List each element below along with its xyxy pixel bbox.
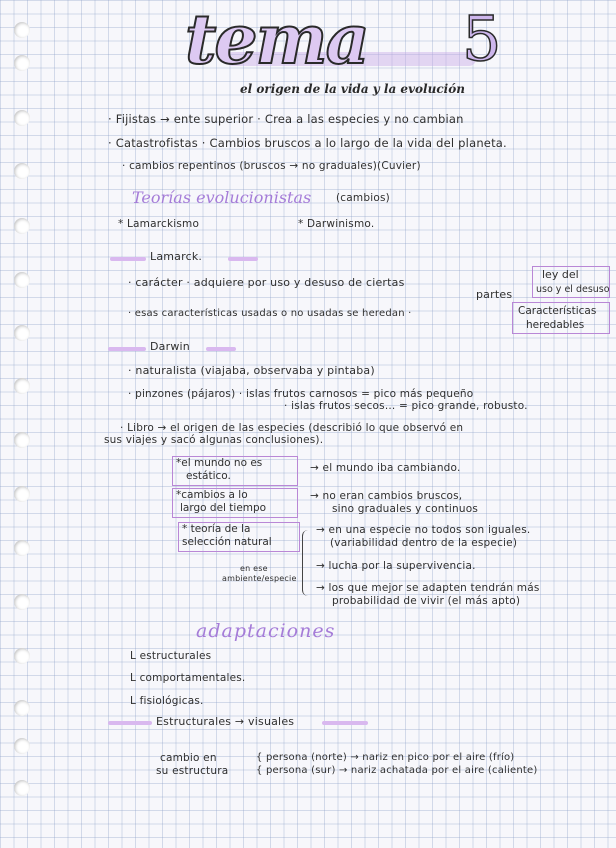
- darwin-heading: Darwin: [150, 340, 190, 353]
- darwin-line-libro: · Libro → el origen de las especies (describió lo que observó en: [120, 422, 464, 434]
- darwin-line-naturalista: · naturalista (viajaba, observaba y pintaba): [128, 364, 375, 377]
- darwin-result-graduales-1: → no eran cambios bruscos,: [310, 490, 463, 502]
- binder-holes: [14, 0, 30, 848]
- structure-label-line1: cambio en: [160, 752, 217, 764]
- lamarck-line-caracter: · carácter · adquiere por uso y desuso de ciertas: [128, 276, 405, 289]
- darwin-box-time-line1: *cambios a lo: [176, 489, 248, 501]
- darwin-box-selection-line1: * teoría de la: [182, 523, 251, 535]
- highlight-bar: [206, 347, 236, 351]
- adaptation-type-estructurales: L estructurales: [130, 650, 212, 662]
- example-north: { persona (norte) → nariz en pico por el aire (frío): [256, 752, 515, 763]
- side-note-line2: ambiente/especie: [222, 574, 297, 583]
- darwin-result-graduales-2: sino graduales y continuos: [332, 503, 479, 515]
- intro-line-catastrofistas: · Catastrofistas · Cambios bruscos a lo largo de la vida del planeta.: [108, 136, 507, 150]
- theories-heading-note: (cambios): [336, 192, 390, 204]
- intro-line-fijistas: · Fijistas → ente superior · Crea a las especies y no cambian: [108, 112, 464, 126]
- selection-point-variabilidad-2: (variabilidad dentro de la especie): [330, 537, 518, 549]
- selection-brace: [302, 530, 311, 596]
- intro-line-cambios: · cambios repentinos (bruscos → no graduales)(Cuvier): [122, 160, 421, 172]
- lamarck-line-partes: partes: [476, 288, 513, 301]
- structural-heading: Estructurales → visuales: [156, 715, 295, 728]
- binder-hole: [14, 55, 30, 71]
- lamarck-heritable-body: heredables: [526, 319, 585, 331]
- selection-point-apto-1: → los que mejor se adapten tendrán más: [316, 582, 540, 594]
- highlight-bar: [322, 721, 368, 725]
- highlight-bar: [110, 257, 146, 261]
- lamarck-law-title: ley del: [542, 268, 579, 281]
- selection-point-variabilidad-1: → en una especie no todos son iguales.: [316, 524, 531, 536]
- binder-hole: [14, 110, 30, 126]
- adaptation-type-comportamentales: L comportamentales.: [130, 672, 246, 684]
- structure-label-line2: su estructura: [156, 765, 229, 777]
- darwin-box-static-line1: *el mundo no es: [176, 457, 263, 469]
- side-note-line1: en ese: [240, 564, 268, 573]
- binder-hole: [14, 780, 30, 796]
- binder-hole: [14, 486, 30, 502]
- theory-darwinismo: * Darwinismo.: [298, 218, 375, 230]
- binder-hole: [14, 594, 30, 610]
- theories-heading: Teorías evolucionistas: [132, 188, 312, 207]
- example-south: { persona (sur) → nariz achatada por el aire (caliente): [256, 765, 538, 776]
- lamarck-line-heredan: · esas características usadas o no usadas se heredan ·: [128, 308, 412, 319]
- darwin-box-static-line2: estático.: [186, 470, 231, 482]
- darwin-box-time-line2: largo del tiempo: [180, 502, 267, 514]
- binder-hole: [14, 738, 30, 754]
- binder-hole: [14, 540, 30, 556]
- binder-hole: [14, 22, 30, 38]
- lamarck-heading: Lamarck.: [150, 250, 203, 263]
- highlight-bar: [108, 721, 152, 725]
- selection-point-apto-2: probabilidad de vivir (el más apto): [332, 595, 521, 607]
- page-title: tema: [185, 0, 368, 80]
- darwin-line-frutos-secos: · islas frutos secos... = pico grande, robusto.: [284, 400, 528, 412]
- chapter-number: 5: [462, 2, 502, 75]
- page-subtitle: el origen de la vida y la evolución: [240, 82, 465, 96]
- selection-point-supervivencia: → lucha por la supervivencia.: [316, 560, 476, 572]
- theory-lamarckismo: * Lamarckismo: [118, 218, 200, 230]
- binder-hole: [14, 432, 30, 448]
- darwin-line-viajes: sus viajes y sacó algunas conclusiones).: [104, 434, 324, 446]
- binder-hole: [14, 272, 30, 288]
- binder-hole: [14, 378, 30, 394]
- lamarck-law-body: uso y el desuso: [536, 284, 610, 295]
- binder-hole: [14, 163, 30, 179]
- darwin-result-cambiando: → el mundo iba cambiando.: [310, 462, 461, 474]
- binder-hole: [14, 218, 30, 234]
- binder-hole: [14, 648, 30, 664]
- lamarck-heritable-title: Características: [518, 305, 597, 317]
- binder-hole: [14, 700, 30, 716]
- darwin-line-pinzones: · pinzones (pájaros) · islas frutos carnosos = pico más pequeño: [128, 388, 474, 400]
- adaptations-heading: adaptaciones: [196, 620, 336, 642]
- adaptation-type-fisiologicas: L fisiológicas.: [130, 695, 204, 707]
- highlight-bar: [108, 347, 146, 351]
- darwin-box-selection-line2: selección natural: [182, 536, 272, 548]
- binder-hole: [14, 325, 30, 341]
- highlight-bar: [228, 257, 258, 261]
